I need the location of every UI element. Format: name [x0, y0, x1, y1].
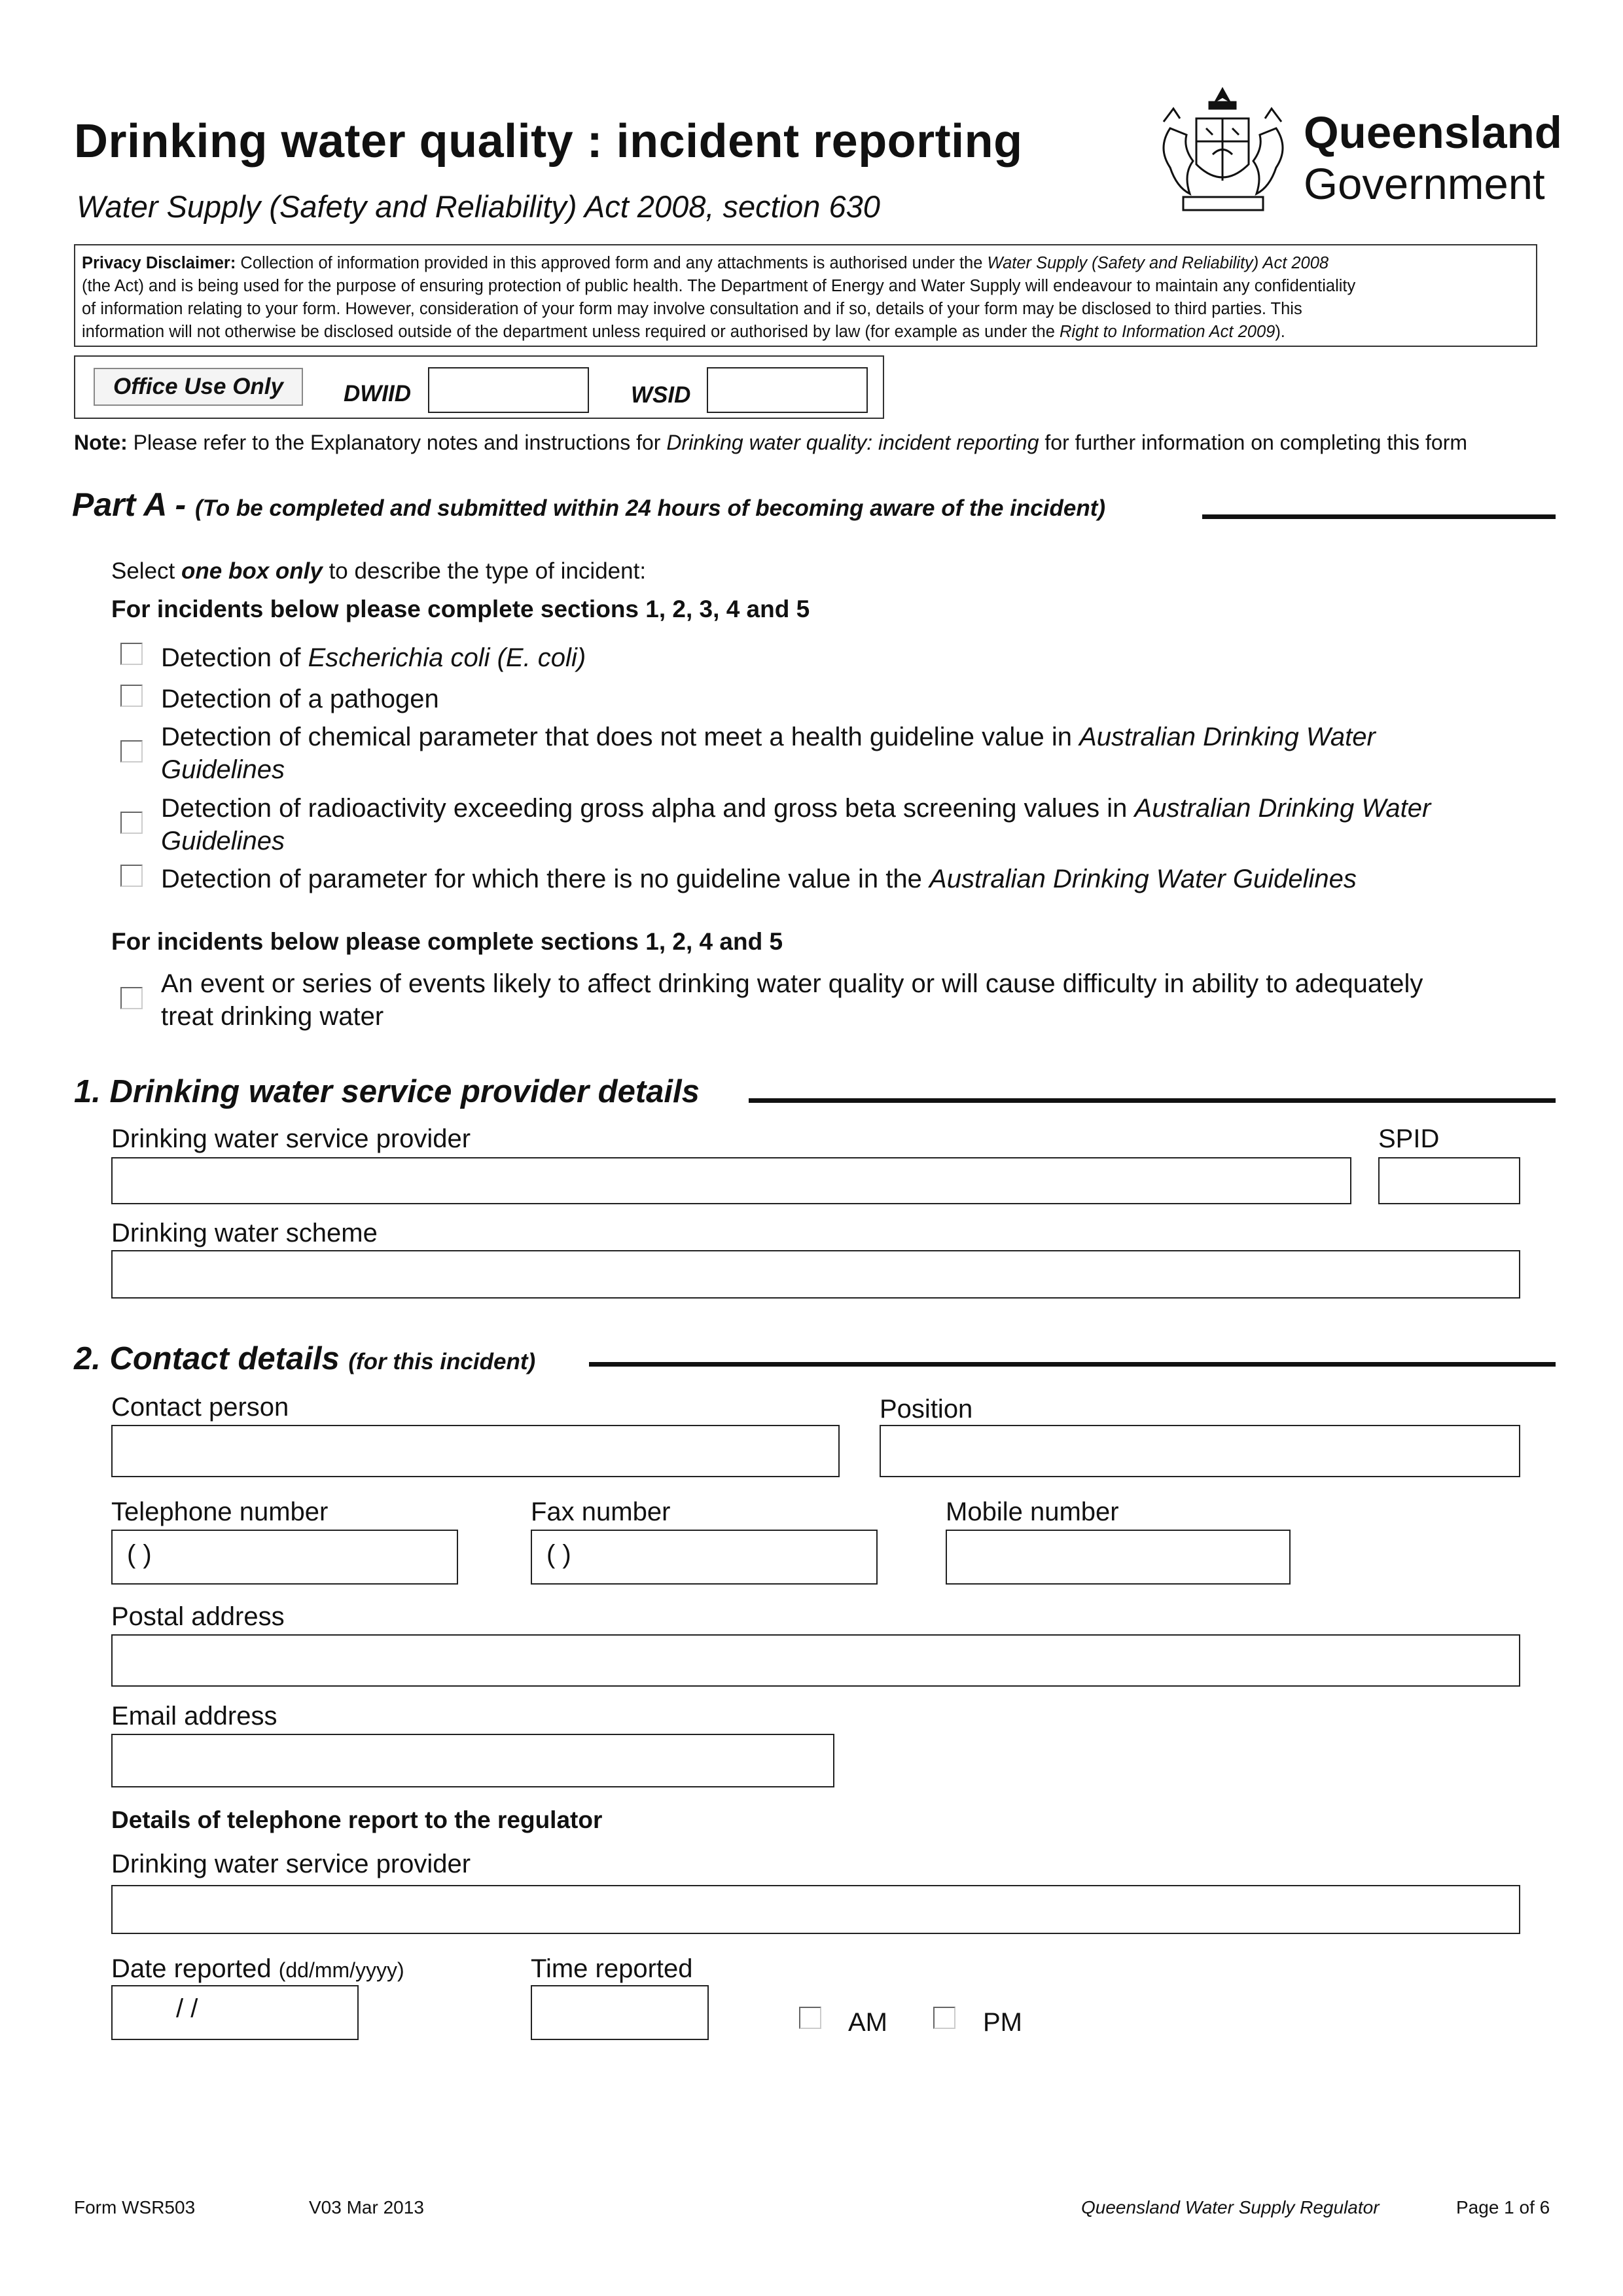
checkbox-chemical[interactable]	[120, 740, 143, 762]
scheme-field[interactable]	[111, 1250, 1520, 1299]
section2-heading	[74, 1340, 535, 1377]
privacy-line2: (the Act) and is being used for the purpose of ensuring protection of public health. The Department of Energy and Water Supply will endeavour to maintain any confidentiality	[82, 277, 1356, 295]
privacy-label: Privacy Disclaimer:	[82, 254, 236, 272]
office-use-label: Office Use Only	[94, 368, 303, 406]
option-chemical-italic1: Australian Drinking Water	[1079, 723, 1376, 751]
footer-page-number: Page 1 of 6	[1456, 2197, 1550, 2217]
position-label: Position	[880, 1395, 973, 1424]
privacy-line4-end: ).	[1275, 323, 1285, 341]
select-instruction	[111, 558, 646, 584]
select-bold: one box only	[181, 558, 323, 584]
section1-rule	[749, 1098, 1556, 1103]
option-pathogen: Detection of a pathogen	[161, 685, 439, 713]
section2-title: 2. Contact details	[74, 1341, 349, 1376]
footer-regulator: Queensland Water Supply Regulator	[1081, 2197, 1380, 2217]
date-label-text: Date reported	[111, 1954, 279, 1983]
report-provider-label: Drinking water service provider	[111, 1850, 471, 1878]
queensland-crest-icon	[1150, 82, 1296, 220]
checkbox-radioactivity[interactable]	[120, 812, 143, 834]
postal-label: Postal address	[111, 1602, 285, 1631]
option-radioactivity-italic2: Guidelines	[161, 827, 285, 855]
checkbox-pathogen[interactable]	[120, 685, 143, 707]
date-field[interactable]: / /	[111, 1985, 359, 2040]
fax-field[interactable]: ( )	[531, 1530, 878, 1585]
option-radioactivity-italic1: Australian Drinking Water	[1134, 794, 1431, 823]
privacy-line4: information will not otherwise be disclosed outside of the department unless required or authorised by law (for example as under the	[82, 323, 1060, 341]
note-text	[74, 431, 1467, 455]
option-event	[161, 967, 1423, 1033]
option-radioactivity	[161, 792, 1431, 857]
spid-label: SPID	[1378, 1124, 1440, 1153]
report-provider-field[interactable]	[111, 1885, 1520, 1934]
logo-government: Government	[1304, 160, 1545, 209]
section1-heading: 1. Drinking water service provider details	[74, 1074, 700, 1109]
telephone-report-heading: Details of telephone report to the regulator	[111, 1806, 603, 1833]
email-field[interactable]	[111, 1734, 834, 1787]
page-title: Drinking water quality : incident reporting	[74, 115, 1023, 168]
scheme-label: Drinking water scheme	[111, 1219, 378, 1247]
section2-rule	[589, 1362, 1556, 1367]
select-a: Select	[111, 558, 181, 584]
email-label: Email address	[111, 1702, 277, 1731]
telephone-label: Telephone number	[111, 1498, 329, 1526]
note-label: Note:	[74, 431, 128, 454]
dwiid-field[interactable]	[428, 367, 589, 413]
pm-label: PM	[983, 2008, 1022, 2037]
option-chemical	[161, 721, 1376, 786]
select-b: to describe the type of incident:	[322, 558, 647, 584]
am-label: AM	[848, 2008, 887, 2037]
footer-form-number: Form WSR503	[74, 2197, 196, 2217]
option-no-guideline-italic: Australian Drinking Water Guidelines	[929, 865, 1357, 893]
note-text-a: Please refer to the Explanatory notes and instructions for	[127, 431, 667, 454]
option-chemical-a: Detection of chemical parameter that does not meet a health guideline value in	[161, 723, 1080, 751]
checkbox-ecoli[interactable]	[120, 643, 143, 665]
option-no-guideline	[161, 863, 1357, 895]
part-a-sub: (To be completed and submitted within 24 hours of becoming aware of the incident)	[195, 495, 1106, 521]
checkbox-am[interactable]	[799, 2007, 821, 2029]
option-radioactivity-a: Detection of radioactivity exceeding gross alpha and gross beta screening values in	[161, 794, 1135, 823]
part-a-label: Part A -	[72, 486, 195, 523]
contact-field[interactable]	[111, 1425, 840, 1477]
privacy-line1: Collection of information provided in this approved form and any attachments is authorised under the	[240, 254, 988, 272]
postal-field[interactable]	[111, 1634, 1520, 1687]
option-no-guideline-a: Detection of parameter for which there is no guideline value in the	[161, 865, 930, 893]
note-text-b: for further information on completing this form	[1039, 431, 1467, 454]
option-ecoli-a: Detection of	[161, 643, 308, 672]
date-label	[111, 1954, 404, 1984]
part-a-heading	[72, 486, 1105, 524]
checkbox-no-guideline[interactable]	[120, 865, 143, 887]
privacy-act: Water Supply (Safety and Reliability) Act 2008	[987, 254, 1329, 272]
footer-version: V03 Mar 2013	[309, 2197, 424, 2217]
privacy-disclaimer	[74, 244, 1537, 347]
dwiid-label: DWIID	[344, 381, 412, 406]
group1-heading: For incidents below please complete sections 1, 2, 3, 4 and 5	[111, 596, 810, 622]
logo-queensland: Queensland	[1304, 107, 1562, 158]
mobile-field[interactable]	[946, 1530, 1291, 1585]
provider-label: Drinking water service provider	[111, 1124, 471, 1153]
position-field[interactable]	[880, 1425, 1520, 1477]
checkbox-event[interactable]	[120, 987, 143, 1009]
section2-sub: (for this incident)	[348, 1349, 536, 1374]
fax-label: Fax number	[531, 1498, 671, 1526]
wsid-field[interactable]	[707, 367, 868, 413]
part-a-rule	[1202, 514, 1556, 519]
provider-field[interactable]	[111, 1157, 1351, 1204]
option-event-line2: treat drinking water	[161, 1002, 384, 1031]
option-ecoli-italic: Escherichia coli (E. coli)	[308, 643, 586, 672]
privacy-rti-act: Right to Information Act 2009	[1059, 323, 1275, 341]
option-chemical-italic2: Guidelines	[161, 755, 285, 784]
option-ecoli	[161, 641, 586, 674]
time-label: Time reported	[531, 1954, 693, 1983]
privacy-line3: of information relating to your form. However, consideration of your form may involve consultation and if so, details of your form may be disclosed to third parties. This	[82, 300, 1302, 318]
page-subtitle: Water Supply (Safety and Reliability) Act 2008, section 630	[77, 189, 880, 224]
time-field[interactable]	[531, 1985, 709, 2040]
checkbox-pm[interactable]	[933, 2007, 955, 2029]
group2-heading: For incidents below please complete sections 1, 2, 4 and 5	[111, 928, 783, 955]
option-event-line1: An event or series of events likely to affect drinking water quality or will cause difficulty in ability to adequately	[161, 969, 1423, 998]
wsid-label: WSID	[631, 382, 691, 408]
spid-field[interactable]	[1378, 1157, 1520, 1204]
note-doc-title: Drinking water quality: incident reporting	[666, 431, 1039, 454]
mobile-label: Mobile number	[946, 1498, 1119, 1526]
telephone-field[interactable]: ( )	[111, 1530, 458, 1585]
date-format: (dd/mm/yyyy)	[278, 1958, 404, 1982]
contact-label: Contact person	[111, 1393, 289, 1422]
